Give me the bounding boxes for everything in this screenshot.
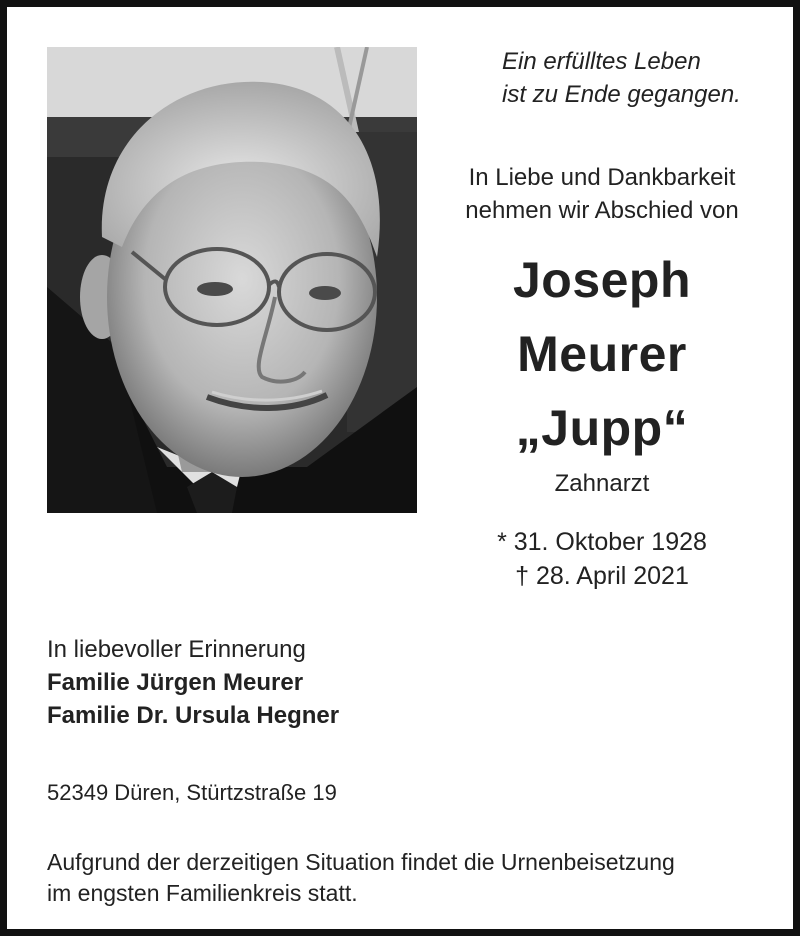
family-1: Familie Jürgen Meurer	[47, 669, 304, 696]
intro-line-2: nehmen wir Abschied von	[465, 197, 739, 224]
first-name: Joseph	[512, 252, 692, 308]
mourners	[47, 633, 747, 732]
death-date: † 28. April 2021	[515, 562, 689, 590]
deceased-name	[427, 243, 777, 465]
motto	[439, 45, 769, 111]
farewell-intro	[427, 161, 777, 227]
motto-line-1: Ein erfülltes Leben	[502, 48, 701, 75]
burial-notice	[47, 847, 777, 909]
family-2: Familie Dr. Ursula Hegner	[47, 702, 340, 729]
life-dates	[427, 525, 777, 593]
last-name: Meurer	[517, 326, 687, 382]
nickname: „Jupp“	[515, 400, 689, 456]
intro-line-1: In Liebe und Dankbarkeit	[468, 164, 736, 191]
address: 52349 Düren, Stürtzstraße 19	[47, 780, 337, 805]
portrait-image	[47, 47, 417, 513]
motto-line-2: ist zu Ende gegangen.	[502, 81, 741, 108]
profession: Zahnarzt	[554, 470, 650, 497]
birth-date: * 31. Oktober 1928	[497, 528, 707, 556]
portrait-photo	[47, 47, 417, 513]
notice-line-2: im engsten Familienkreis statt.	[47, 880, 358, 906]
remembrance-line: In liebevoller Erinnerung	[47, 636, 306, 663]
notice-line-1: Aufgrund der derzeitigen Situation findet die Urnenbeisetzung	[47, 849, 675, 875]
